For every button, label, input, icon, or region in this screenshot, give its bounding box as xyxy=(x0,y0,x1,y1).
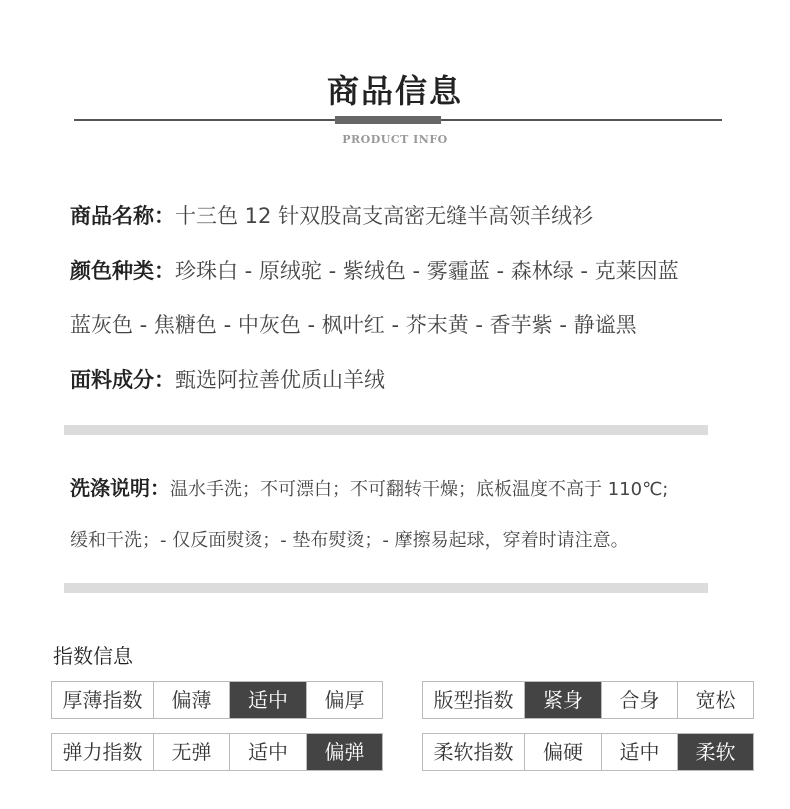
fit-index-label: 版型指数 xyxy=(423,682,524,718)
elasticity-option-stretchy: 偏弹 xyxy=(306,734,382,770)
fit-option-regular: 合身 xyxy=(601,682,677,718)
index-title: 指数信息 xyxy=(53,644,133,668)
elasticity-index-table xyxy=(51,733,383,771)
wash-line-2: 缓和干洗；- 仅反面熨烫；- 垫布熨烫；- 摩擦易起球，穿着时请注意。 xyxy=(70,530,629,551)
softness-option-medium: 适中 xyxy=(601,734,677,770)
page-subtitle: PRODUCT INFO xyxy=(342,133,448,146)
elasticity-index-label: 弹力指数 xyxy=(52,734,153,770)
color-value-line-2: 蓝灰色 - 焦糖色 - 中灰色 - 枫叶红 - 芥末黄 - 香芋紫 - 静谧黑 xyxy=(70,313,637,337)
thickness-option-medium: 适中 xyxy=(229,682,306,718)
wash-row xyxy=(70,472,668,501)
thickness-index-label: 厚薄指数 xyxy=(52,682,153,718)
fabric-label: 面料成分： xyxy=(70,368,175,392)
product-name-value: 十三色 12 针双股高支高密无缝半高领羊绒衫 xyxy=(175,204,594,228)
fit-index-table xyxy=(422,681,754,719)
softness-option-soft: 柔软 xyxy=(677,734,753,770)
elasticity-option-medium: 适中 xyxy=(229,734,306,770)
softness-index-label: 柔软指数 xyxy=(423,734,524,770)
thickness-option-thin: 偏薄 xyxy=(153,682,229,718)
title-accent-bar xyxy=(335,116,441,124)
softness-option-hard: 偏硬 xyxy=(524,734,601,770)
fabric-row xyxy=(70,364,385,394)
color-value-line-1: 珍珠白 - 原绒驼 - 紫绒色 - 雾霾蓝 - 森林绿 - 克莱因蓝 xyxy=(175,259,679,283)
color-row xyxy=(70,255,679,285)
product-name-row xyxy=(70,200,593,230)
color-label: 颜色种类： xyxy=(70,259,175,283)
wash-label: 洗涤说明： xyxy=(70,476,170,500)
elasticity-option-none: 无弹 xyxy=(153,734,229,770)
color-row-continued xyxy=(70,309,637,339)
fit-option-loose: 宽松 xyxy=(677,682,753,718)
page-title: 商品信息 xyxy=(326,72,463,110)
section-divider xyxy=(64,425,708,435)
section-divider xyxy=(64,583,708,593)
softness-index-table xyxy=(422,733,754,771)
thickness-index-table xyxy=(51,681,383,719)
fabric-value: 甄选阿拉善优质山羊绒 xyxy=(175,368,385,392)
wash-line-1: 温水手洗；不可漂白；不可翻转干燥；底板温度不高于 110℃; xyxy=(170,479,669,500)
product-name-label: 商品名称： xyxy=(70,204,175,228)
fit-option-tight: 紧身 xyxy=(524,682,601,718)
thickness-option-thick: 偏厚 xyxy=(306,682,382,718)
wash-row-continued xyxy=(70,526,629,552)
